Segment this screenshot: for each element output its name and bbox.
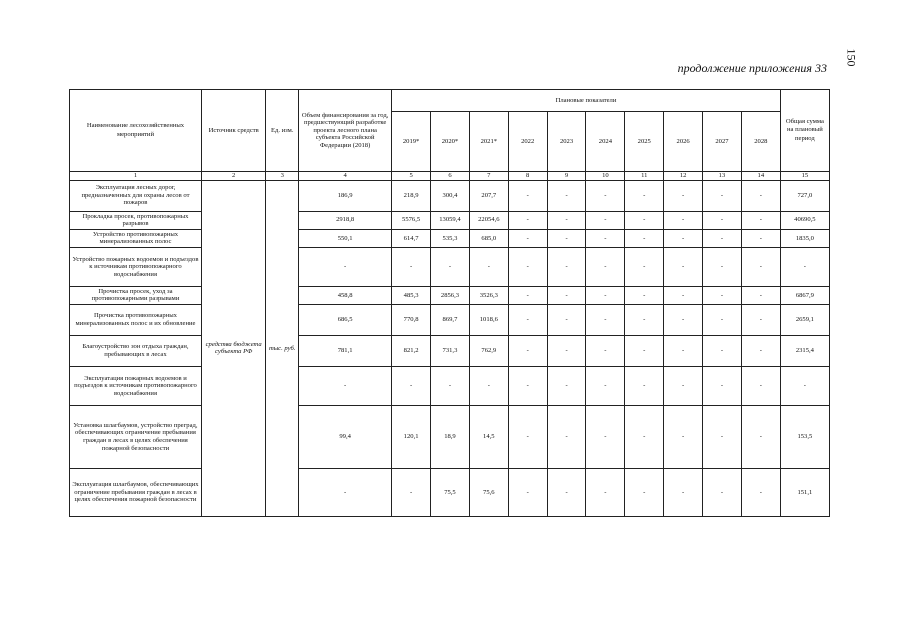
year-value: 75,6 <box>469 469 508 517</box>
header-name: Наименование лесохозяйственных мероприятий <box>70 90 202 172</box>
total-value: 153,5 <box>780 406 829 469</box>
year-value: 685,0 <box>469 229 508 247</box>
base-volume: 2918,8 <box>299 211 392 229</box>
column-number: 6 <box>431 172 470 181</box>
year-value: - <box>508 367 547 406</box>
year-value: - <box>664 247 703 286</box>
year-value: - <box>508 305 547 336</box>
forestry-measures-table <box>69 89 830 517</box>
table-row <box>70 229 830 247</box>
year-value: - <box>625 229 664 247</box>
year-value: - <box>625 247 664 286</box>
column-number: 8 <box>508 172 547 181</box>
table-row <box>70 305 830 336</box>
year-value: - <box>547 229 586 247</box>
year-value: - <box>508 229 547 247</box>
total-value: 727,0 <box>780 180 829 211</box>
measure-name: Эксплуатация лесных дорог, предназначенных для охраны лесов от пожаров <box>70 180 202 211</box>
header-year: 2028 <box>741 112 780 172</box>
year-value: - <box>547 247 586 286</box>
year-value: - <box>625 367 664 406</box>
year-value: - <box>625 336 664 367</box>
year-value: - <box>664 406 703 469</box>
year-value: - <box>703 180 742 211</box>
base-volume: 186,9 <box>299 180 392 211</box>
year-value: - <box>664 286 703 304</box>
year-value: - <box>741 305 780 336</box>
continuation-label: продолжение приложения 33 <box>677 61 827 75</box>
year-value: - <box>586 286 625 304</box>
total-value: 2659,1 <box>780 305 829 336</box>
year-value: - <box>664 305 703 336</box>
header-year: 2019* <box>392 112 431 172</box>
year-value: - <box>625 286 664 304</box>
table-row <box>70 406 830 469</box>
year-value: 3526,3 <box>469 286 508 304</box>
base-volume: - <box>299 247 392 286</box>
total-value: 1835,0 <box>780 229 829 247</box>
year-value: - <box>741 367 780 406</box>
base-volume: 686,5 <box>299 305 392 336</box>
header-year: 2021* <box>469 112 508 172</box>
year-value: - <box>547 336 586 367</box>
year-value: - <box>703 211 742 229</box>
year-value: 75,5 <box>431 469 470 517</box>
measure-name: Прокладка просек, противопожарных разрывов <box>70 211 202 229</box>
year-value: - <box>547 286 586 304</box>
table-body <box>70 180 830 516</box>
header-unit: Ед. изм. <box>266 90 299 172</box>
year-value: 18,9 <box>431 406 470 469</box>
base-volume: - <box>299 469 392 517</box>
year-value: - <box>741 406 780 469</box>
total-value: 151,1 <box>780 469 829 517</box>
year-value: - <box>625 406 664 469</box>
total-value: 40690,5 <box>780 211 829 229</box>
column-number: 2 <box>201 172 265 181</box>
year-value: - <box>664 336 703 367</box>
base-volume: 99,4 <box>299 406 392 469</box>
year-value: - <box>508 286 547 304</box>
measure-name: Установка шлагбаумов, устройство преград, обеспечивающих ограничение пребывания граждан в лесах в целях обеспечения пожарной безопасности <box>70 406 202 469</box>
year-value: 869,7 <box>431 305 470 336</box>
header-year: 2027 <box>703 112 742 172</box>
year-value: - <box>586 305 625 336</box>
year-value: - <box>431 247 470 286</box>
year-value: - <box>741 229 780 247</box>
year-value: - <box>586 406 625 469</box>
column-number: 7 <box>469 172 508 181</box>
total-value: - <box>780 367 829 406</box>
measure-name: Благоустройство зон отдыха граждан, пребывающих в лесах <box>70 336 202 367</box>
header-source: Источник средств <box>201 90 265 172</box>
year-value: - <box>586 180 625 211</box>
table-row <box>70 469 830 517</box>
year-value: 1018,6 <box>469 305 508 336</box>
year-value: - <box>508 469 547 517</box>
measure-name: Эксплуатация пожарных водоемов и подъездов к источникам противопожарного водоснабжения <box>70 367 202 406</box>
column-number: 5 <box>392 172 431 181</box>
total-value: 2315,4 <box>780 336 829 367</box>
year-value: - <box>664 229 703 247</box>
year-value: 13059,4 <box>431 211 470 229</box>
header-base-volume: Объем финансирования за год, предшествующий разработке проекта лесного плана субъекта Российской Федерации (2018) <box>299 90 392 172</box>
funding-source: средства бюджета субъекта РФ <box>201 180 265 516</box>
year-value: - <box>508 336 547 367</box>
table-row <box>70 211 830 229</box>
year-value: - <box>664 367 703 406</box>
year-value: - <box>586 211 625 229</box>
year-value: - <box>703 336 742 367</box>
year-value: - <box>625 469 664 517</box>
year-value: - <box>469 367 508 406</box>
base-volume: 550,1 <box>299 229 392 247</box>
year-value: 770,8 <box>392 305 431 336</box>
base-volume: 458,8 <box>299 286 392 304</box>
year-value: - <box>664 469 703 517</box>
year-value: 5576,5 <box>392 211 431 229</box>
year-value: - <box>586 469 625 517</box>
total-value: 6867,9 <box>780 286 829 304</box>
header-year: 2025 <box>625 112 664 172</box>
column-number: 13 <box>703 172 742 181</box>
column-number: 12 <box>664 172 703 181</box>
year-value: 120,1 <box>392 406 431 469</box>
year-value: - <box>741 247 780 286</box>
year-value: - <box>508 180 547 211</box>
year-value: - <box>508 211 547 229</box>
base-volume: - <box>299 367 392 406</box>
page-number: 150 <box>844 48 859 67</box>
header-year: 2024 <box>586 112 625 172</box>
unit-of-measure: тыс. руб. <box>266 180 299 516</box>
measure-name: Устройство пожарных водоемов и подъездов к источникам противопожарного водоснабжения <box>70 247 202 286</box>
year-value: - <box>547 180 586 211</box>
year-value: - <box>547 406 586 469</box>
year-value: - <box>625 305 664 336</box>
year-value: - <box>392 469 431 517</box>
measure-name: Прочистка просек, уход за противопожарными разрывами <box>70 286 202 304</box>
year-value: - <box>586 247 625 286</box>
column-number: 14 <box>741 172 780 181</box>
year-value: 218,9 <box>392 180 431 211</box>
year-value: - <box>625 211 664 229</box>
table-row <box>70 336 830 367</box>
year-value: - <box>741 180 780 211</box>
table-row <box>70 286 830 304</box>
header-year: 2020* <box>431 112 470 172</box>
year-value: 485,3 <box>392 286 431 304</box>
year-value: 731,3 <box>431 336 470 367</box>
year-value: - <box>586 336 625 367</box>
year-value: - <box>431 367 470 406</box>
year-value: - <box>392 247 431 286</box>
year-value: - <box>586 367 625 406</box>
total-value: - <box>780 247 829 286</box>
year-value: 14,5 <box>469 406 508 469</box>
year-value: - <box>508 247 547 286</box>
year-value: - <box>703 286 742 304</box>
year-value: - <box>741 469 780 517</box>
year-value: 762,9 <box>469 336 508 367</box>
column-number: 9 <box>547 172 586 181</box>
year-value: 300,4 <box>431 180 470 211</box>
year-value: - <box>703 367 742 406</box>
year-value: - <box>547 211 586 229</box>
year-value: - <box>469 247 508 286</box>
column-number: 1 <box>70 172 202 181</box>
year-value: 535,3 <box>431 229 470 247</box>
header-total: Общая сумма на плановый период <box>780 90 829 172</box>
column-number: 10 <box>586 172 625 181</box>
year-value: 2856,3 <box>431 286 470 304</box>
year-value: - <box>703 247 742 286</box>
header-year: 2022 <box>508 112 547 172</box>
table-row <box>70 247 830 286</box>
base-volume: 781,1 <box>299 336 392 367</box>
year-value: - <box>741 336 780 367</box>
year-value: - <box>664 180 703 211</box>
year-value: - <box>586 229 625 247</box>
year-value: - <box>703 305 742 336</box>
column-number: 15 <box>780 172 829 181</box>
year-value: - <box>703 229 742 247</box>
measure-name: Прочистка противопожарных минерализованных полос и их обновление <box>70 305 202 336</box>
year-value: - <box>741 211 780 229</box>
year-value: - <box>703 469 742 517</box>
measure-name: Эксплуатация шлагбаумов, обеспечивающих ограничение пребывания граждан в лесах в целях обеспечения пожарной безопасности <box>70 469 202 517</box>
year-value: - <box>703 406 742 469</box>
column-numbers-row <box>70 172 830 181</box>
year-value: 207,7 <box>469 180 508 211</box>
header-year: 2023 <box>547 112 586 172</box>
measure-name: Устройство противопожарных минерализованных полос <box>70 229 202 247</box>
year-value: - <box>392 367 431 406</box>
header-planned: Плановые показатели <box>392 90 781 112</box>
year-value: - <box>664 211 703 229</box>
year-value: - <box>547 305 586 336</box>
year-value: 22054,6 <box>469 211 508 229</box>
header-year: 2026 <box>664 112 703 172</box>
column-number: 4 <box>299 172 392 181</box>
year-value: - <box>547 367 586 406</box>
year-value: 821,2 <box>392 336 431 367</box>
year-value: - <box>625 180 664 211</box>
column-number: 11 <box>625 172 664 181</box>
year-value: - <box>508 406 547 469</box>
table-row <box>70 367 830 406</box>
table-row <box>70 180 830 211</box>
column-number: 3 <box>266 172 299 181</box>
year-value: - <box>547 469 586 517</box>
year-value: 614,7 <box>392 229 431 247</box>
year-value: - <box>741 286 780 304</box>
